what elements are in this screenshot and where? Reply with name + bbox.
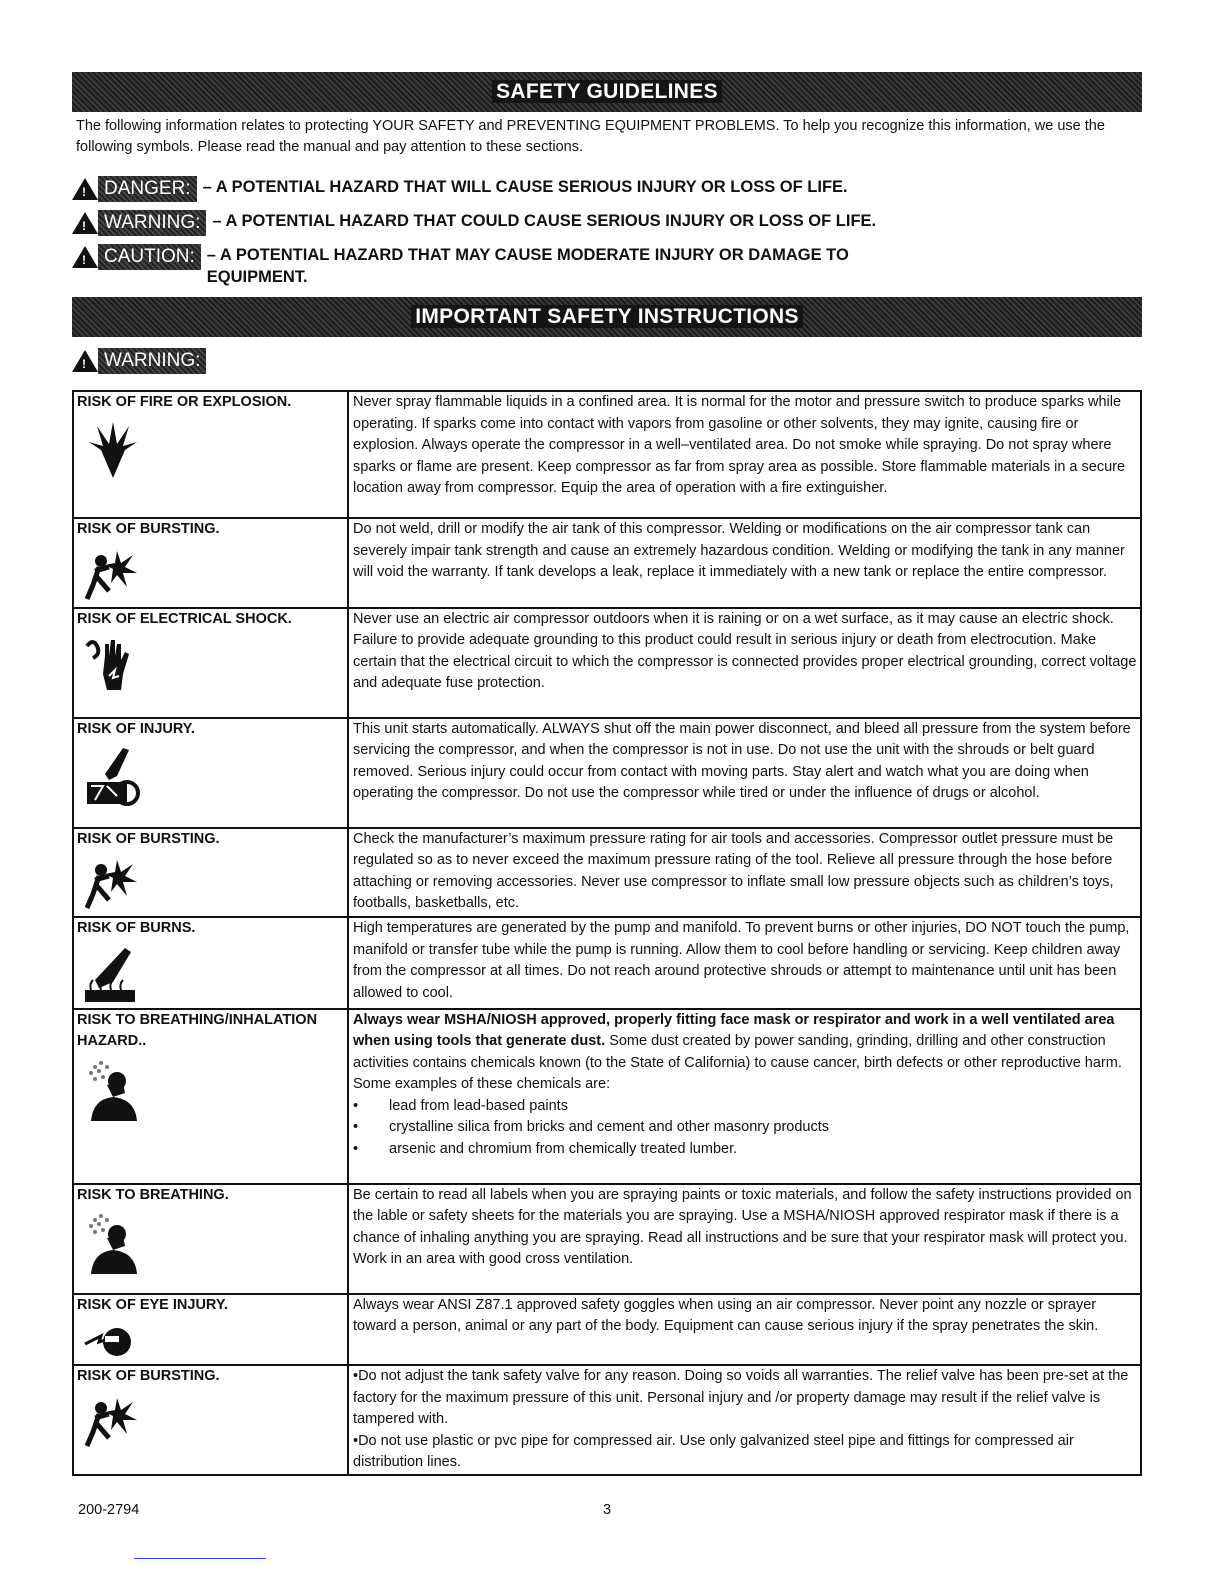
risk-label-cell bbox=[73, 518, 348, 608]
footer-rule bbox=[134, 1558, 266, 1559]
risk-text-cell bbox=[348, 1009, 1141, 1184]
risk-row bbox=[73, 608, 1141, 718]
alert-triangle-icon: ! bbox=[72, 212, 98, 234]
risk-text: Never spray flammable liquids in a confined area. It is normal for the motor and pressure switch to produce sparks while operating. If sparks come into contact with vapors from gasoline or other solvents, they may ignite, causing fire or explosion. Always operate the compressor in a well–ventilated area. Do not smoke while spraying. Do not spray where sparks or flame are present. Keep compressor as far from spray area as possible. Store flammable materials in a secure location away from compressor. Equip the area of operation with a fire extinguisher. bbox=[348, 391, 1141, 518]
alert-triangle-icon: ! bbox=[72, 178, 98, 200]
intro-paragraph: The following information relates to protecting YOUR SAFETY and PREVENTING EQUIPMENT PROBLEMS. To help you recognize this information, we use the following symbols. Please read the manual and pay attention to these sections. bbox=[76, 118, 1105, 155]
caution-signal bbox=[72, 244, 849, 288]
important-instructions-title: IMPORTANT SAFETY INSTRUCTIONS bbox=[411, 305, 803, 328]
risk-text: Check the manufacturer’s maximum pressure rating for air tools and accessories. Compressor outlet pressure must be regulated so as to never exceed the maximum pressure rating of the tool. Relieve all pressure through the hose before attaching or removing accessories. Never use compressor to inflate small low pressure objects such as children’s toys, footballs, basketballs, etc. bbox=[348, 828, 1141, 918]
caution-text: – A POTENTIAL HAZARD THAT MAY CAUSE MODERATE INJURY OR DAMAGE TO EQUIPMENT. bbox=[206, 246, 849, 286]
risk-label: RISK TO BREATHING. bbox=[77, 1186, 229, 1203]
respirator-icon bbox=[83, 1212, 141, 1276]
risk-row bbox=[73, 718, 1141, 828]
risk-label: RISK OF BURSTING. bbox=[77, 521, 220, 537]
risk-table bbox=[72, 390, 1142, 1476]
risk-label-cell bbox=[73, 718, 348, 828]
risk-row bbox=[73, 391, 1141, 518]
risk-text: High temperatures are generated by the pump and manifold. To prevent burns or other injuries, DO NOT touch the pump, manifold or transfer tube while the pump is running. Allow them to cool before handling or servicing. Keep children away from the compressor at all times. Do not reach around protective shrouds or attempt to maintenance until unit has been allowed to cool. bbox=[348, 917, 1141, 1009]
risk-label-cell bbox=[73, 1009, 348, 1184]
danger-tag: DANGER: bbox=[98, 176, 197, 202]
risk-label: RISK OF BURSTING. bbox=[77, 1368, 220, 1384]
risk-label-cell bbox=[73, 391, 348, 518]
electrical-shock-icon bbox=[83, 636, 135, 700]
risk-label: RISK TO BREATHING/INHALATION HAZARD.. bbox=[77, 1011, 318, 1049]
warning-heading-tag: WARNING: bbox=[98, 348, 206, 374]
risk-label: RISK OF EYE INJURY. bbox=[77, 1296, 228, 1313]
bullet-item: • lead from lead-based paints bbox=[353, 1096, 1137, 1118]
risk-text: •Do not adjust the tank safety valve for any reason. Doing so voids all warranties. The relief valve has been pre-set at the factory for the maximum pressure of this unit. Personal injury and /or property damage may result if the relief valve is tampered with. bbox=[353, 1368, 1129, 1427]
fire-explosion-icon bbox=[83, 420, 143, 480]
important-instructions-banner bbox=[72, 297, 1142, 337]
risk-row bbox=[73, 1365, 1141, 1475]
doc-number: 200-2794 bbox=[78, 1502, 140, 1518]
risk-label-cell bbox=[73, 1294, 348, 1366]
risk-text: Do not weld, drill or modify the air tank of this compressor. Welding or modifications on the air compressor tank can severely impair tank strength and cause an extremely hazardous condition. Welding or modifying the tank in any manner will void the warranty. If tank develops a leak, replace it immediately with a new tank or replace the entire compressor. bbox=[348, 518, 1141, 608]
safety-guidelines-title: SAFETY GUIDELINES bbox=[492, 80, 722, 103]
risk-row bbox=[73, 828, 1141, 918]
bursting-icon bbox=[83, 1394, 139, 1450]
risk-label-cell bbox=[73, 1365, 348, 1475]
alert-triangle-icon: ! bbox=[72, 350, 98, 372]
risk-label-cell bbox=[73, 828, 348, 918]
risk-label: RISK OF ELECTRICAL SHOCK. bbox=[77, 610, 292, 627]
risk-text: Some dust created by power sanding, grinding, drilling and other construction activities contains chemicals known (to the State of California) to cause cancer, birth defects or other reproductive harm. Some examples of these chemicals are: bbox=[353, 1033, 1122, 1092]
danger-text: – A POTENTIAL HAZARD THAT WILL CAUSE SERIOUS INJURY OR LOSS OF LIFE. bbox=[202, 178, 848, 196]
caution-tag: CAUTION: bbox=[98, 244, 201, 270]
risk-label: RISK OF INJURY. bbox=[77, 720, 195, 737]
eye-injury-icon bbox=[83, 1322, 135, 1360]
risk-text-2: •Do not use plastic or pvc pipe for compressed air. Use only galvanized steel pipe and fittings for compressed air distribution lines. bbox=[353, 1432, 1074, 1470]
risk-label-cell bbox=[73, 917, 348, 1009]
risk-row bbox=[73, 518, 1141, 608]
warning-signal bbox=[72, 210, 876, 236]
risk-row bbox=[73, 1294, 1141, 1366]
injury-moving-parts-icon bbox=[83, 746, 147, 810]
warning-heading bbox=[72, 348, 212, 374]
risk-label: RISK OF FIRE OR EXPLOSION. bbox=[77, 394, 292, 410]
respirator-dust-icon bbox=[83, 1059, 141, 1123]
risk-label: RISK OF BURSTING. bbox=[77, 830, 220, 847]
warning-text: – A POTENTIAL HAZARD THAT COULD CAUSE SERIOUS INJURY OR LOSS OF LIFE. bbox=[212, 212, 877, 230]
risk-text: Be certain to read all labels when you are spraying paints or toxic materials, and follow the safety instructions provided on the lable or safety sheets for the materials you are spraying. Use a MSHA/NIOSH approved respirator mask if there is a chance of inhaling anything you are spraying. Read all instructions and be sure that your respirator mask will protect you. Work in an area with good cross ventilation. bbox=[348, 1184, 1141, 1294]
bursting-icon bbox=[83, 856, 139, 912]
page-number: 3 bbox=[603, 1502, 612, 1518]
risk-row bbox=[73, 1009, 1141, 1184]
bullet-item: • arsenic and chromium from chemically treated lumber. bbox=[353, 1139, 1137, 1161]
burns-hot-surface-icon bbox=[83, 946, 139, 1004]
risk-text-cell bbox=[348, 1365, 1141, 1475]
risk-bold-text: Always wear MSHA/NIOSH approved, properly fitting face mask or respirator and work in a well ventilated area when using tools that generate dust. bbox=[353, 1011, 1115, 1049]
bursting-icon bbox=[83, 547, 139, 603]
warning-tag: WARNING: bbox=[98, 210, 206, 236]
safety-guidelines-banner bbox=[72, 72, 1142, 112]
risk-text: This unit starts automatically. ALWAYS shut off the main power disconnect, and bleed all pressure from the system before servicing the compressor, and when the compressor is not in use. Do not use the unit with the shrouds or belt guard removed. Serious injury could occur from contact with moving parts. Stay alert and watch what you are doing when operating the compressor. Do not use the compressor while tired or under the influence of drugs or alcohol. bbox=[348, 718, 1141, 828]
alert-triangle-icon: ! bbox=[72, 246, 98, 268]
risk-label-cell bbox=[73, 608, 348, 718]
danger-signal bbox=[72, 176, 848, 202]
risk-text: Always wear ANSI Z87.1 approved safety goggles when using an air compressor. Never point any nozzle or sprayer toward a person, animal or any part of the body. Equipment can cause serious injury if the spray penetrates the skin. bbox=[348, 1294, 1141, 1366]
risk-label-cell bbox=[73, 1184, 348, 1294]
risk-text: Never use an electric air compressor outdoors when it is raining or on a wet surface, as it may cause an electric shock. Failure to provide adequate grounding to this product could result in serious injury or death from electrocution. Make certain that the electrical circuit to which the compressor is connected provides proper electrical grounding, correct voltage and adequate fuse protection. bbox=[348, 608, 1141, 718]
risk-row bbox=[73, 1184, 1141, 1294]
bullet-item: • crystalline silica from bricks and cement and other masonry products bbox=[353, 1117, 1137, 1139]
risk-row bbox=[73, 917, 1141, 1009]
risk-label: RISK OF BURNS. bbox=[77, 920, 196, 936]
